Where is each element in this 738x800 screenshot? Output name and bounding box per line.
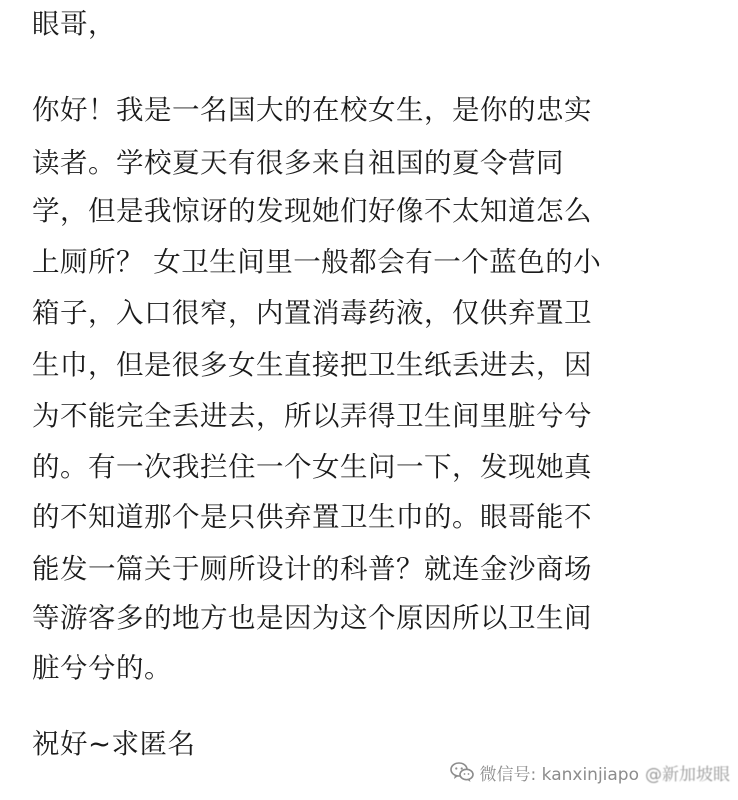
wechat-icon [450, 761, 474, 783]
letter-line: 为不能完全丢进去，所以弄得卫生间里脏兮兮 [32, 400, 592, 432]
letter-line: 等游客多的地方也是因为这个原因所以卫生间 [32, 602, 592, 634]
letter-greeting: 眼哥， [32, 8, 116, 40]
letter-line: 你好！我是一名国大的在校女生，是你的忠实 [32, 94, 592, 126]
letter-line: 脏兮兮的。 [32, 652, 172, 684]
letter-line: 的。有一次我拦住一个女生问一下，发现她真 [32, 451, 592, 483]
letter-closing: 祝好~求匿名 [32, 728, 196, 760]
letter-line: 能发一篇关于厕所设计的科普？就连金沙商场 [32, 553, 592, 585]
watermark-account-name: @新加坡眼 [645, 764, 730, 785]
watermark [450, 758, 730, 786]
letter-line: 上厕所？ 女卫生间里一般都会有一个蓝色的小 [32, 246, 602, 278]
letter-line: 读者。学校夏天有很多来自祖国的夏令营同 [32, 147, 564, 179]
letter-line: 箱子，入口很窄，内置消毒药液，仅供弃置卫 [32, 297, 592, 329]
letter-line: 学，但是我惊讶的发现她们好像不太知道怎么 [32, 195, 592, 227]
watermark-wechat-id: 微信号: kanxinjiapo [479, 764, 639, 785]
letter-line: 的不知道那个是只供弃置卫生巾的。眼哥能不 [32, 501, 592, 533]
letter-line: 生巾，但是很多女生直接把卫生纸丢进去，因 [32, 349, 592, 381]
